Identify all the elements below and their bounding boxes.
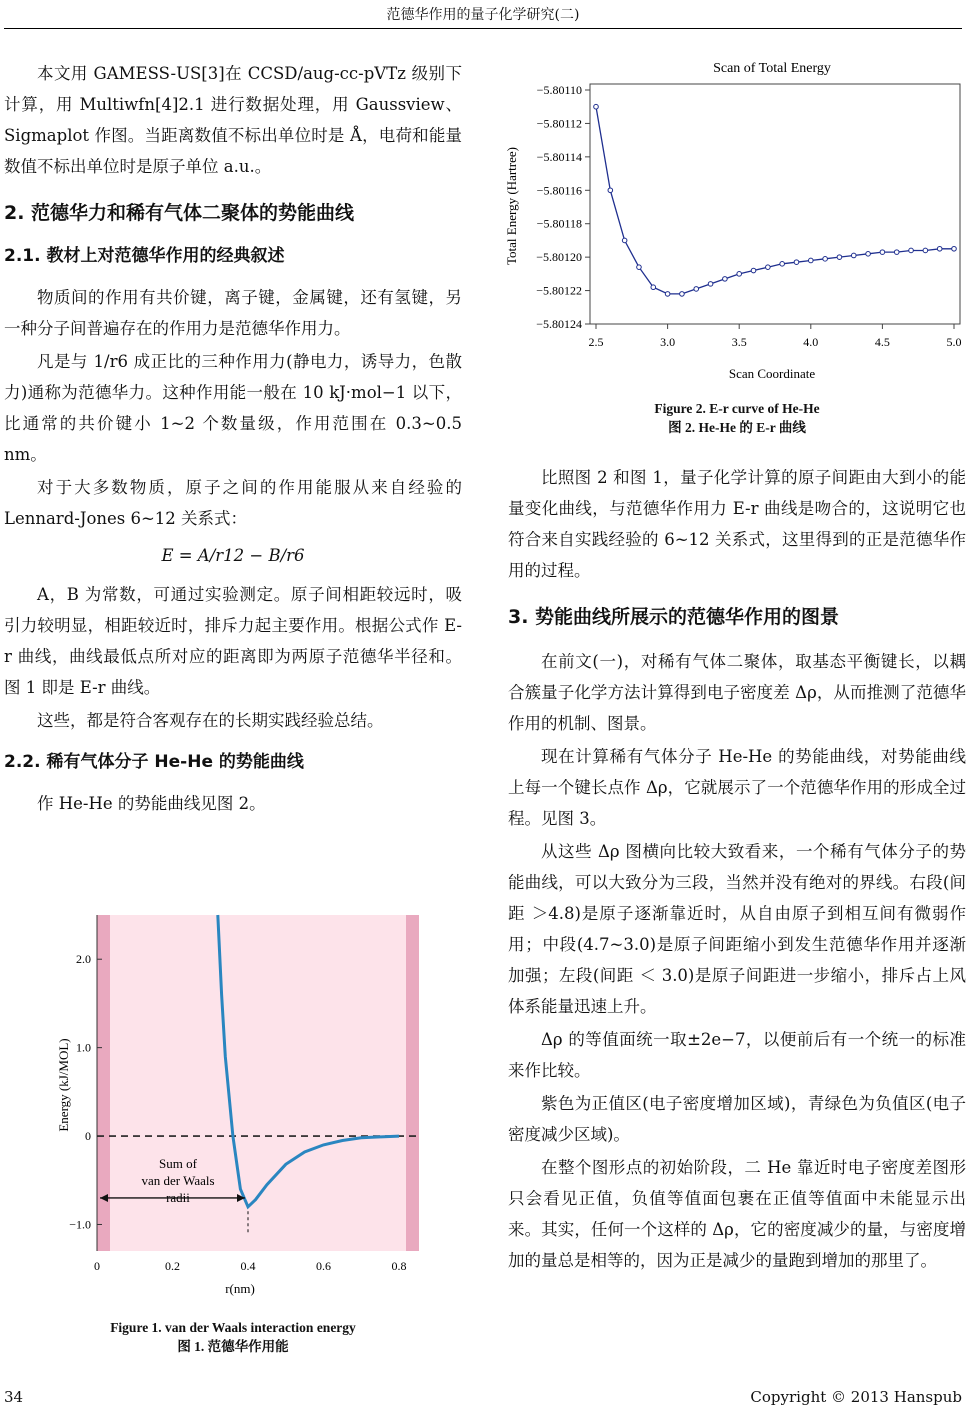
paragraph: 对于大多数物质，原子之间的作用能服从来自经验的 Lennard-Jones 6~12 关系式：	[4, 478, 462, 528]
paragraph: 紫色为正值区(电子密度增加区域)，青绿色为负值区(电子密度减少区域)。	[508, 1094, 966, 1144]
paragraph: 物质间的作用有共价键，离子键，金属键，还有氢键，另一种分子间普遍存在的作用力是范德华作用力。	[4, 288, 462, 338]
page-number: 34	[4, 1388, 24, 1406]
paragraph: A，B 为常数，可通过实验测定。原子间相距较远时，吸引力较明显，相距较近时，排斥力起主要作用。根据公式作 E-r 曲线，曲线最低点所对应的距离即为两原子范德华半径和。图 1 即是 E-r 曲线。	[4, 585, 462, 697]
y-tick-label: −5.80118	[536, 216, 582, 231]
data-point	[894, 250, 899, 255]
paragraph: 在前文(一)，对稀有气体二聚体，取基态平衡键长，以耦合簇量子化学方法计算得到电子密度差 Δρ，从而推测了范德华作用的机制、图景。	[508, 652, 966, 733]
data-point	[809, 258, 814, 263]
caption-en: Figure 1. van der Waals interaction energy	[110, 1320, 356, 1335]
data-point	[794, 260, 799, 265]
x-tick-label: 5.0	[946, 335, 962, 349]
data-point	[637, 265, 642, 270]
subsection-heading: 2.1. 教材上对范德华作用的经典叙述	[4, 246, 285, 266]
data-point	[909, 248, 914, 253]
caption-en: Figure 2. E-r curve of He-He	[654, 401, 820, 416]
paragraph: 比照图 2 和图 1，量子化学计算的原子间距由大到小的能量变化曲线，与范德华作用力 E-r 曲线是吻合的，这说明它也符合来自实践经验的 6~12 关系式，这里得到的正是范德华作用的过程。	[508, 468, 966, 580]
data-point	[823, 257, 828, 262]
y-tick-label: −5.80112	[536, 116, 582, 131]
paragraph: 作 He-He 的势能曲线见图 2。	[37, 794, 266, 813]
paragraph: 现在计算稀有气体分子 He-He 的势能曲线，对势能曲线上每一个键长点作 Δρ，它就展示了一个范德华作用的形成全过程。见图 3。	[508, 747, 966, 828]
subsection-heading: 2.2. 稀有气体分子 He-He 的势能曲线	[4, 752, 304, 772]
y-tick-label: −5.80122	[536, 283, 582, 298]
header-rule	[4, 28, 962, 29]
x-tick-label: 3.5	[731, 335, 747, 349]
section-heading: 2. 范德华力和稀有气体二聚体的势能曲线	[4, 202, 355, 224]
right-column	[508, 462, 966, 1278]
data-point	[766, 265, 771, 270]
x-tick-label: 4.5	[874, 335, 890, 349]
y-tick-label: 1.0	[76, 1040, 91, 1055]
paragraph: 从这些 Δρ 图横向比较大致看来，一个稀有气体分子的势能曲线，可以大致分为三段，当然并没有绝对的界线。右段(间距 ＞4.8)是原子逐渐靠近时，从自由原子到相互间有微弱作用；中段(4.7~3.0)是原子间距缩小到发生范德华作用并逐渐加强；左段(间距 ＜ 3.0)是原子间距进一步缩小，排斥占上风体系能量迅速上升。	[508, 842, 966, 1016]
figure-2-caption	[508, 399, 966, 437]
data-point	[751, 268, 756, 273]
y-tick-label: −5.80124	[536, 317, 582, 331]
data-point	[708, 282, 713, 287]
data-point	[851, 253, 856, 258]
section-heading: 3. 势能曲线所展示的范德华作用的图景	[508, 606, 840, 628]
left-column	[4, 58, 462, 821]
annotation-line-3: radii	[166, 1190, 190, 1205]
data-point	[937, 246, 942, 251]
data-point	[952, 246, 957, 251]
data-point	[594, 104, 599, 109]
data-point	[723, 277, 728, 282]
x-axis-label: Scan Coordinate	[728, 366, 816, 381]
x-tick-label: 4.0	[803, 335, 819, 349]
x-tick-label: 0.2	[165, 1259, 180, 1273]
x-tick-label: 3.0	[660, 335, 676, 349]
figure-1-chart	[50, 910, 422, 1300]
running-title: 范德华作用的量子化学研究(二)	[386, 7, 580, 23]
x-tick-label: 0.6	[316, 1259, 331, 1273]
annotation-line-2: van der Waals	[141, 1173, 215, 1188]
data-point	[923, 248, 928, 253]
x-tick-label: 0.4	[240, 1259, 256, 1273]
data-point	[665, 292, 670, 297]
plot-inner	[110, 915, 406, 1251]
x-tick-label: 0.8	[391, 1259, 407, 1273]
data-point	[837, 255, 842, 260]
annotation-line-1: Sum of	[159, 1156, 197, 1171]
x-axis-label: r(nm)	[225, 1281, 255, 1296]
data-point	[866, 252, 871, 257]
caption-zh: 图 2. He-He 的 E-r 曲线	[668, 420, 806, 435]
plot-frame	[590, 84, 960, 324]
data-point	[880, 250, 885, 255]
data-point	[680, 292, 685, 297]
data-point	[622, 238, 627, 243]
data-point	[608, 188, 613, 193]
y-tick-label: −5.80110	[536, 83, 582, 97]
x-tick-label: 0	[94, 1259, 100, 1273]
y-tick-label: −5.80120	[536, 250, 582, 265]
data-point	[780, 262, 785, 267]
y-tick-label: −5.80116	[536, 183, 582, 198]
equation: E = A/r12 − B/r6	[161, 546, 305, 565]
x-tick-label: 2.5	[588, 335, 604, 349]
paragraph: 在整个图形点的初始阶段，二 He 靠近时电子密度差图形只会看见正值，负值等值面包裹在正值等值面中未能显示出来。其实，任何一个这样的 Δρ，它的密度减少的量，与密度增加的量总是相等的，因为正是减少的量跑到增加的那里了。	[508, 1158, 966, 1270]
y-tick-label: 2.0	[76, 952, 91, 967]
paragraph: 本文用 GAMESS-US[3]在 CCSD/aug-cc-pVTz 级别下计算，用 Multiwfn[4]2.1 进行数据处理，用 Gaussview、Sigmaplot 作图。当距离数值不标出单位时是 Å，电荷和能量数值不标出单位时是原子单位 a.u.。	[4, 64, 462, 176]
data-point	[737, 272, 742, 277]
paragraph: 这些，都是符合客观存在的长期实践经验总结。	[37, 711, 384, 730]
data-point	[694, 287, 699, 292]
paragraph: 凡是与 1/r6 成正比的三种作用力(静电力，诱导力，色散力)通称为范德华力。这种作用能一般在 10 kJ·mol−1 以下，比通常的共价键小 1~2 个数量级，作用范围在 0.3~0.5 nm。	[4, 352, 462, 464]
chart-title: Scan of Total Energy	[713, 61, 831, 76]
copyright: Copyright © 2013 Hanspub	[750, 1388, 962, 1406]
paragraph: Δρ 的等值面统一取±2e−7，以便前后有一个统一的标准来作比较。	[508, 1030, 966, 1080]
data-point	[651, 285, 656, 290]
caption-zh: 图 1. 范德华作用能	[177, 1339, 289, 1354]
y-axis-label: Total Energy (Hartree)	[504, 147, 519, 265]
figure-2-chart	[504, 56, 964, 390]
y-axis-label: Energy (kJ/MOL)	[56, 1038, 71, 1132]
y-tick-label: −5.80114	[536, 149, 582, 164]
figure-1-caption	[4, 1318, 462, 1356]
y-tick-label: −1.0	[69, 1217, 91, 1232]
y-tick-label: 0	[85, 1129, 91, 1144]
